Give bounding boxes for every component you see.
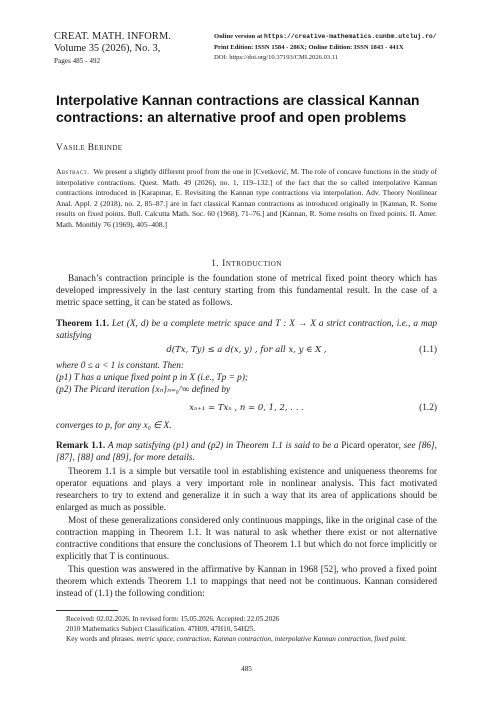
equation-1-1-number: (1.1) (419, 345, 437, 355)
issn-line: Print Edition: ISSN 1584 - 286X; Online Edition: ISSN 1843 - 441X (214, 43, 404, 51)
remark (56, 440, 437, 464)
remark-text-1: A map satisfying (p1) and (p2) in Theorem 1.1 is said to be a (107, 441, 342, 451)
paper-title: Interpolative Kannan contractions are classical Kannan contractions: an alternative proof and open problems (56, 93, 420, 125)
page-range: Pages 485 - 492 (54, 57, 101, 65)
remark-text-2: , see [86], [87], [88] and [89], for more details. (56, 441, 437, 463)
journal-name: CREAT. MATH. INFORM. (54, 31, 171, 42)
theorem-conditions (56, 360, 437, 396)
intro-paragraph: Banach’s contraction principle is the foundation stone of metrical fixed point theory which has developed impressively in the last century starting from this fundamental result. In the case of a metric space setting, it can be stated as follows. (56, 274, 437, 308)
remark-term: Picard operator (341, 441, 399, 451)
author-name: Vasile Berinde (56, 143, 123, 153)
footnotes (56, 614, 437, 644)
equation-1-2-body: xₙ₊₁ = Txₙ , n = 0, 1, 2, . . . (189, 403, 304, 413)
theorem-where: where 0 ≤ a < 1 is constant. Then: (56, 361, 185, 371)
journal-header (54, 31, 224, 66)
keywords-label: Key words and phrases. (66, 635, 135, 643)
remark-label: Remark 1.1. (56, 441, 106, 451)
paragraph: Theorem 1.1 is a simple but versatile tool in establishing existence and uniqueness theorems for operator equations and plays a very important role in nonlinear analysis. This fact motivated researchers to try to extend and generalize it in such a way that its area of applications should be enlarged as much as possible. (56, 467, 437, 513)
abstract-label: Abstract. (56, 167, 90, 176)
keywords (56, 634, 437, 644)
page-number: 485 (241, 665, 252, 673)
paragraph: Most of these generalizations considered only continuous mappings, like in the original case of the contraction mapping in Theorem 1.1. It was natural to ask whether there exist or not alternative contractive conditions that ensure the conclusions of Theorem 1.1 but which do not force implicitly or explicitly that T is continuous. (56, 516, 437, 562)
theorem-label: Theorem 1.1. (56, 319, 109, 329)
theorem-statement (56, 318, 437, 342)
theorem-p2: (p2) The Picard iteration {xₙ}ₙ₌₀^∞ defined by (56, 385, 231, 395)
theorem-p1: (p1) T has a unique fixed point p in X (i.e., Tp = p); (56, 373, 249, 383)
abstract (56, 167, 437, 230)
section-heading: 1. Introduction (211, 258, 282, 269)
equation-1-1 (56, 345, 437, 357)
msc-classification: 2010 Mathematics Subject Classification. 47H09, 47H10, 54H25. (66, 625, 256, 633)
equation-1-2 (56, 403, 437, 415)
abstract-text: We present a slightly different proof from the one in [Cvetković, M. The role of concave functions in the study of interpolative contractions. Quest. Math. 49 (2026), no. 1, 119–132.] of the fact that the so called interpolative Kannan contractions introduced in [Karapınar, E. Revisiting the Kannan type contractions via interpolation. Adv. Theory Nonlinear Anal. Appl. 2 (2018), no. 2, 85–87.] are in fact classical Kannan contractions as introduced originally in [Kannan, R. Some results on fixed points. Bull. Calcutta Math. Soc. 60 (1968), 71–76.] and [Kannan, R. Some results on fixed points. II. Amer. Math. Monthly 76 (1969), 405–408.] (56, 167, 437, 229)
online-prefix: Online version at (214, 33, 265, 40)
equation-1-1-body: d(Tx, Ty) ≤ a d(x, y) , for all x, y ∈ X , (166, 345, 327, 355)
volume-line: Volume 35 (2026), No. 3, (54, 43, 161, 54)
doi-line[interactable]: DOI: https://doi.org/10.37193/CMI.2026.03.11 (214, 54, 339, 62)
paragraph: This question was answered in the affirmative by Kannan in 1968 [52], who proved a fixed point theorem which extends Theorem 1.1 to mappings that need not be continuous. Kannan considered instead of (1.1) the following condition: (56, 565, 437, 599)
theorem-text: Let (X, d) be a complete metric space and T : X → X a strict contraction, i.e., a map satisfying (56, 319, 437, 341)
online-version (214, 32, 476, 43)
online-url[interactable]: https://creative-mathematics.cunbm.utcluj.ro/ (264, 33, 437, 40)
received-dates: Received: 02.02.2026. In revised form: 15.05.2026. Accepted: 22.05.2026 (66, 615, 280, 623)
keywords-text: metric space, contraction, Kannan contraction, interpolative Kannan contraction, fixed point. (136, 635, 407, 643)
publication-info (214, 32, 476, 64)
theorem-convergence: converges to p, for any x₀ ∈ X. (56, 421, 172, 431)
footnote-divider (56, 610, 118, 611)
equation-1-2-number: (1.2) (419, 403, 437, 413)
